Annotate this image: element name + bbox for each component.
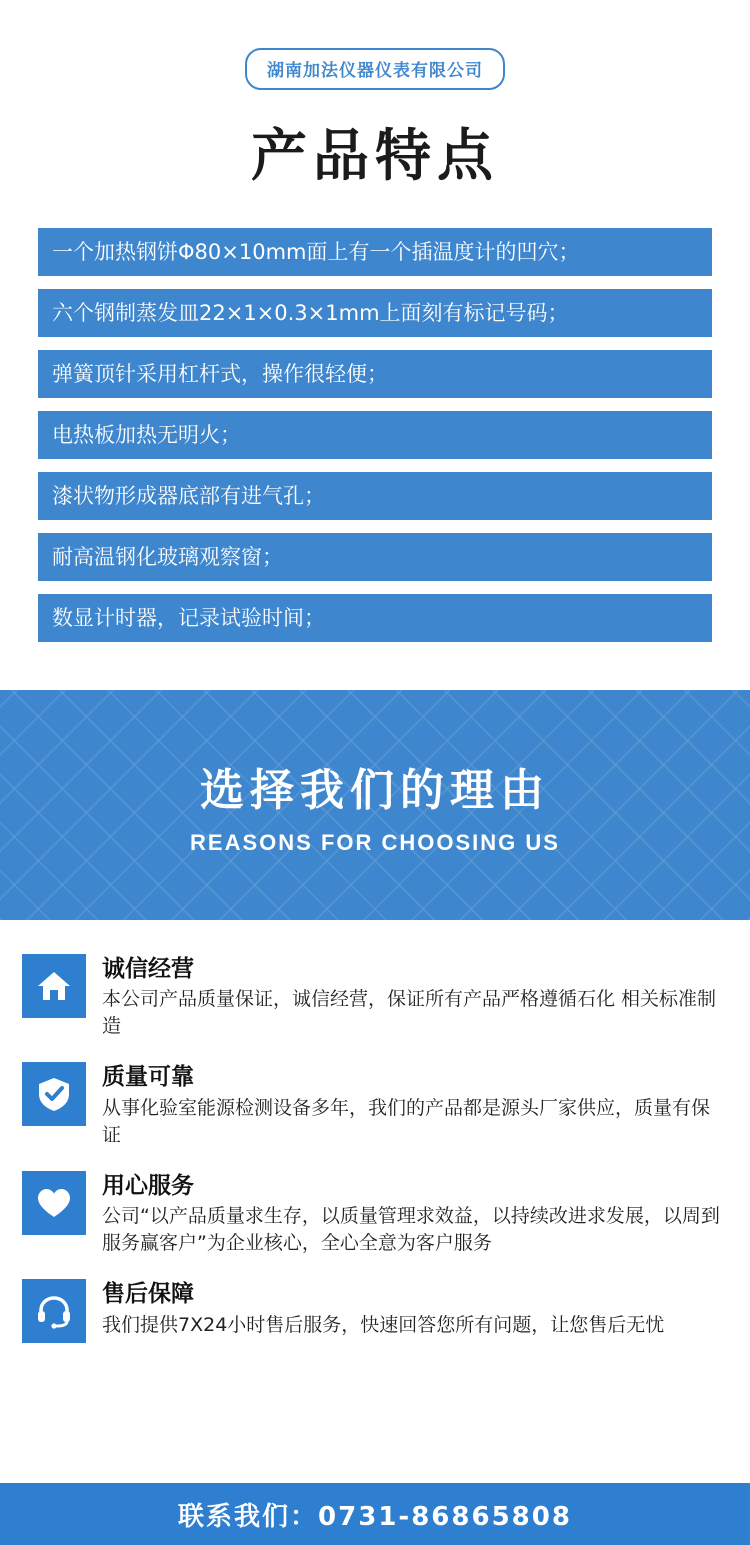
list-item: 六个钢制蒸发皿22×1×0.3×1mm上面刻有标记号码；	[38, 289, 712, 337]
reasons-title-cn: 选择我们的理由	[200, 765, 550, 816]
reason-item	[22, 1171, 728, 1257]
list-item: 数显计时器，记录试验时间；	[38, 594, 712, 642]
reason-title: 诚信经营	[102, 956, 194, 982]
shield-check-icon	[22, 1062, 86, 1126]
reason-desc: 公司“以产品质量求生存，以质量管理求效益，以持续改进求发展，以周到服务赢客户”为企业核心，全心全意为客户服务	[102, 1205, 720, 1255]
company-badge-wrap	[0, 0, 750, 90]
reason-item	[22, 954, 728, 1040]
list-item: 电热板加热无明火；	[38, 411, 712, 459]
feature-list	[0, 228, 750, 642]
contact-text: 联系我们：0731-86865808	[178, 1501, 572, 1532]
reason-text	[102, 954, 728, 1040]
list-item: 耐高温钢化玻璃观察窗；	[38, 533, 712, 581]
company-badge: 湖南加法仪器仪表有限公司	[245, 48, 505, 90]
reason-desc: 本公司产品质量保证，诚信经营，保证所有产品严格遵循石化 相关标准制造	[102, 988, 717, 1038]
reason-desc: 从事化验室能源检测设备多年，我们的产品都是源头厂家供应，质量有保证	[102, 1096, 711, 1146]
reason-desc: 我们提供7X24小时售后服务，快速回答您所有问题，让您售后无忧	[102, 1313, 665, 1336]
footer-contact-bar	[0, 1483, 750, 1545]
reason-item	[22, 1062, 728, 1148]
reason-title: 售后保障	[102, 1281, 194, 1308]
reason-title: 用心服务	[102, 1172, 194, 1199]
headset-icon	[22, 1279, 86, 1343]
reason-text	[102, 1171, 728, 1257]
reason-title: 质量可靠	[102, 1064, 194, 1091]
home-icon	[22, 954, 86, 1018]
list-item: 一个加热钢饼Φ80×10mm面上有一个插温度计的凹穴；	[38, 228, 712, 276]
reason-item	[22, 1279, 728, 1343]
list-item: 弹簧顶针采用杠杆式，操作很轻便；	[38, 350, 712, 398]
reason-text	[102, 1279, 728, 1338]
heart-icon	[22, 1171, 86, 1235]
features-section	[0, 0, 750, 642]
list-item: 漆状物形成器底部有进气孔；	[38, 472, 712, 520]
page-title: 产品特点	[251, 124, 499, 189]
reason-text	[102, 1062, 728, 1148]
reasons-list	[0, 920, 750, 1343]
reasons-title-en: REASONS FOR CHOOSING US	[190, 830, 560, 855]
reasons-banner	[0, 690, 750, 920]
